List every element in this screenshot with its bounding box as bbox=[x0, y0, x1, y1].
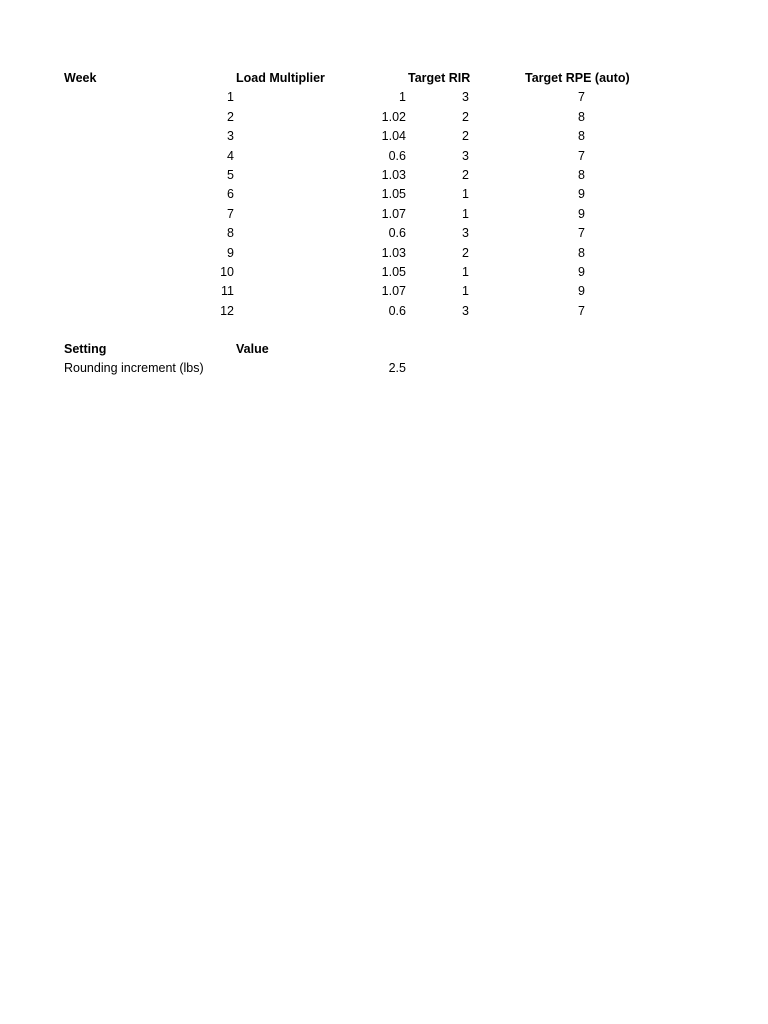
target-rir-cell[interactable]: 3 bbox=[462, 303, 469, 318]
target-rpe-cell[interactable]: 7 bbox=[578, 226, 585, 241]
load-multiplier-cell[interactable]: 1.07 bbox=[381, 284, 406, 299]
load-multiplier-cell[interactable]: 1.03 bbox=[381, 245, 406, 260]
table-row bbox=[0, 224, 768, 243]
target-rir-cell[interactable]: 1 bbox=[462, 187, 469, 202]
table-row bbox=[0, 88, 768, 107]
target-rpe-cell[interactable]: 9 bbox=[578, 206, 585, 221]
setting-name-cell[interactable]: Rounding increment (lbs) bbox=[64, 361, 204, 376]
week-cell[interactable]: 3 bbox=[227, 129, 234, 144]
target-rir-cell[interactable]: 2 bbox=[462, 245, 469, 260]
settings-header-row bbox=[0, 340, 768, 359]
load-multiplier-cell[interactable]: 0.6 bbox=[388, 303, 406, 318]
target-rpe-cell[interactable]: 9 bbox=[578, 265, 585, 279]
target-rpe-cell[interactable]: 8 bbox=[578, 245, 585, 260]
week-cell[interactable]: 10 bbox=[220, 265, 234, 279]
target-rpe-cell[interactable]: 9 bbox=[578, 187, 585, 202]
target-rir-cell[interactable]: 2 bbox=[462, 109, 469, 124]
table-row bbox=[0, 166, 768, 185]
load-multiplier-cell[interactable]: 1.05 bbox=[381, 265, 406, 279]
target-rir-cell[interactable]: 3 bbox=[462, 226, 469, 241]
week-cell[interactable]: 6 bbox=[227, 187, 234, 202]
target-rpe-cell[interactable]: 9 bbox=[578, 284, 585, 299]
week-cell[interactable]: 1 bbox=[227, 90, 234, 105]
table-row bbox=[0, 147, 768, 166]
table-row bbox=[0, 185, 768, 204]
week-cell[interactable]: 2 bbox=[227, 109, 234, 124]
load-multiplier-cell[interactable]: 1 bbox=[399, 90, 406, 105]
table-row bbox=[0, 108, 768, 127]
table-row bbox=[0, 205, 768, 224]
week-cell[interactable]: 8 bbox=[227, 226, 234, 241]
load-multiplier-cell[interactable]: 1.02 bbox=[381, 109, 406, 124]
table-row bbox=[0, 263, 768, 282]
header-target-rir[interactable]: Target RIR bbox=[408, 71, 471, 85]
load-multiplier-cell[interactable]: 1.05 bbox=[381, 187, 406, 202]
table-header-row bbox=[0, 69, 768, 88]
target-rir-cell[interactable]: 1 bbox=[462, 265, 469, 279]
settings-row bbox=[0, 359, 768, 378]
target-rpe-cell[interactable]: 8 bbox=[578, 168, 585, 182]
target-rpe-cell[interactable]: 7 bbox=[578, 303, 585, 318]
table-row bbox=[0, 127, 768, 146]
header-setting[interactable]: Setting bbox=[64, 342, 107, 356]
target-rir-cell[interactable]: 3 bbox=[462, 148, 469, 163]
setting-value-cell[interactable]: 2.5 bbox=[388, 361, 406, 376]
load-multiplier-cell[interactable]: 0.6 bbox=[388, 226, 406, 241]
header-week[interactable]: Week bbox=[64, 71, 97, 85]
load-multiplier-cell[interactable]: 1.04 bbox=[381, 129, 406, 144]
week-cell[interactable]: 9 bbox=[227, 245, 234, 260]
week-cell[interactable]: 7 bbox=[227, 206, 234, 221]
week-cell[interactable]: 11 bbox=[221, 284, 234, 299]
load-multiplier-cell[interactable]: 1.07 bbox=[381, 206, 406, 221]
target-rir-cell[interactable]: 2 bbox=[462, 168, 469, 182]
target-rpe-cell[interactable]: 8 bbox=[578, 129, 585, 144]
table-row bbox=[0, 282, 768, 301]
target-rpe-cell[interactable]: 7 bbox=[578, 148, 585, 163]
table-row bbox=[0, 244, 768, 263]
week-cell[interactable]: 4 bbox=[227, 148, 234, 163]
table-row bbox=[0, 302, 768, 321]
target-rir-cell[interactable]: 2 bbox=[462, 129, 469, 144]
target-rir-cell[interactable]: 3 bbox=[462, 90, 469, 105]
target-rpe-cell[interactable]: 8 bbox=[578, 109, 585, 124]
week-cell[interactable]: 5 bbox=[227, 168, 234, 182]
target-rpe-cell[interactable]: 7 bbox=[578, 90, 585, 105]
load-multiplier-cell[interactable]: 1.03 bbox=[381, 168, 406, 182]
header-target-rpe[interactable]: Target RPE (auto) bbox=[525, 71, 630, 85]
week-cell[interactable]: 12 bbox=[220, 303, 234, 318]
header-load-multiplier[interactable]: Load Multiplier bbox=[236, 71, 325, 85]
target-rir-cell[interactable]: 1 bbox=[462, 284, 469, 299]
load-multiplier-cell[interactable]: 0.6 bbox=[388, 148, 406, 163]
header-value[interactable]: Value bbox=[236, 342, 269, 356]
target-rir-cell[interactable]: 1 bbox=[462, 206, 469, 221]
